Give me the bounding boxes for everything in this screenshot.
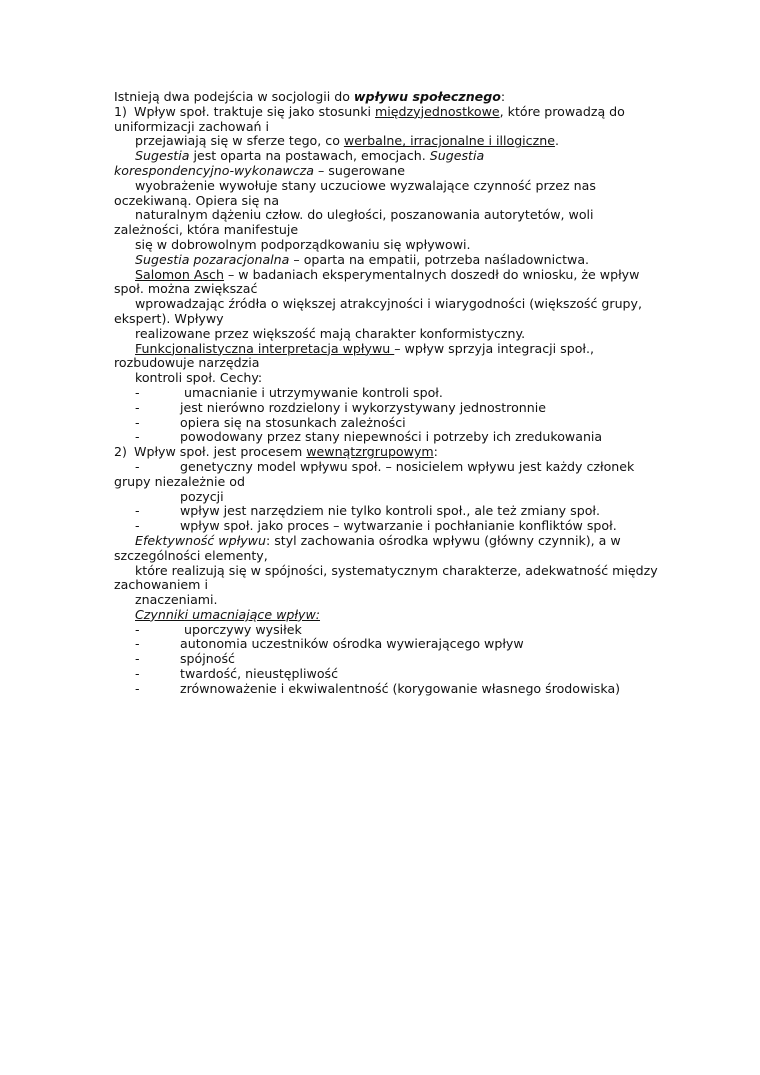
document-page <box>114 90 674 697</box>
underlined-term: wewnątzrgrupowym <box>306 444 434 460</box>
text-line: zależności, która manifestuje <box>114 222 299 238</box>
text-line: rozbudowuje narzędzia <box>114 355 260 371</box>
intro-line: Istnieją dwa podejścia w socjologii do wpływu społecznego: <box>114 89 506 104</box>
item1-number: 1) <box>114 103 127 119</box>
list-item: - umacnianie i utrzymywanie kontroli społ. <box>135 384 443 400</box>
czynniki-title: Czynniki umacniające wpływ: <box>135 606 321 622</box>
section-heading <box>114 608 674 623</box>
list-item: - zrównoważenie i ekwiwalentność (korygowanie własnego środowiska) <box>135 680 621 696</box>
text-line: społ. można zwiększać <box>114 281 258 297</box>
underlined-term: werbalne, irracjonalne i illogiczne <box>343 133 555 149</box>
list-item: - uporczywy wysiłek <box>135 621 302 637</box>
text-line: uniformizacji zachowań i <box>114 118 270 134</box>
text-line: Sugestia pozaracjonalna – oparta na empatii, potrzeba naśladownictwa. <box>135 251 590 267</box>
text-line: oczekiwaną. Opiera się na <box>114 192 280 208</box>
list-item: - autonomia uczestników ośrodka wywierającego wpływ <box>135 636 524 652</box>
text-line: grupy niezależnie od <box>114 473 245 489</box>
text-line: przejawiają się w sferze tego, co werbalne, irracjonalne i illogiczne. <box>135 133 559 149</box>
list-item: - twardość, nieustępliwość <box>135 666 339 682</box>
text-line: kontroli społ. Cechy: <box>135 370 263 386</box>
text-line: się w dobrowolnym podporządkowaniu się wpływowi. <box>135 236 471 252</box>
item1-line: 1) Wpływ społ. traktuje się jako stosunki międzyjednostkowe, które prowadzą do <box>114 103 625 119</box>
text-line: realizowane przez większość mają charakter konformistyczny. <box>135 325 526 341</box>
text-line: wprowadzając źródła o większej atrakcyjności i wiarygodności (większość grupy, <box>135 296 642 312</box>
text-line: zachowaniem i <box>114 577 208 593</box>
item2-line: 2) Wpływ społ. jest procesem wewnątzrgrupowym: <box>114 444 438 460</box>
text-line: korespondencyjno-wykonawcza – sugerowane <box>114 162 405 178</box>
text-line: Funkcjonalistyczna interpretacja wpływu – wpływ sprzyja integracji społ., <box>135 340 595 356</box>
text-line: naturalnym dążeniu człow. do uległości, poszanowania autorytetów, woli <box>135 207 594 223</box>
text-line: szczególności elementy, <box>114 547 268 563</box>
list-item: - spójność <box>135 651 235 667</box>
text-line: Efektywność wpływu: styl zachowania ośrodka wpływu (główny czynnik), a w <box>135 532 621 548</box>
list-item: - wpływ społ. jako proces – wytwarzanie i pochłanianie konfliktów społ. <box>135 518 617 534</box>
text-line: ekspert). Wpływy <box>114 310 224 326</box>
text-line: znaczeniami. <box>135 592 218 608</box>
list-item: - genetyczny model wpływu społ. – nosicielem wpływu jest każdy członek <box>135 458 635 474</box>
list-item: - wpływ jest narzędziem nie tylko kontroli społ., ale też zmiany społ. <box>135 503 600 519</box>
list-item: - opiera się na stosunkach zależności <box>135 414 406 430</box>
underlined-term: międzyjednostkowe <box>375 103 500 119</box>
intro-bold-term: wpływu społecznego <box>353 89 501 104</box>
underlined-term: Funkcjonalistyczna interpretacja wpływu <box>135 340 395 356</box>
item2-number: 2) <box>114 444 127 460</box>
list-item: - powodowany przez stany niepewności i potrzeby ich zredukowania <box>135 429 603 445</box>
text-line: które realizują się w spójności, systematycznym charakterze, adekwatność między <box>135 562 658 578</box>
text-line: Sugestia jest oparta na postawach, emocjach. Sugestia <box>135 148 485 164</box>
text-line: pozycji <box>180 488 224 504</box>
underlined-term: Salomon Asch <box>135 266 224 282</box>
list-item: - jest nierówno rozdzielony i wykorzystywany jednostronnie <box>135 399 546 415</box>
text-line: Salomon Asch – w badaniach eksperymentalnych doszedł do wniosku, że wpływ <box>135 266 640 282</box>
intro-text: Istnieją dwa podejścia w socjologii do <box>114 89 354 104</box>
text-line: wyobrażenie wywołuje stany uczuciowe wyzwalające czynność przez nas <box>135 177 596 193</box>
